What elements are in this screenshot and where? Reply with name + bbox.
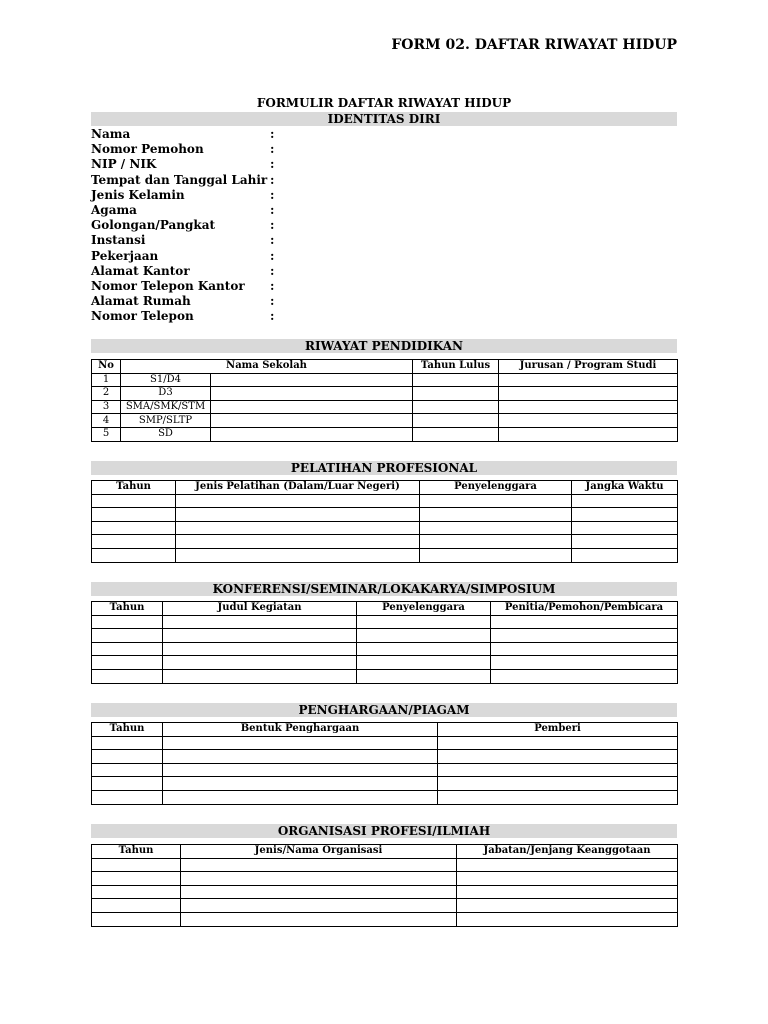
entry-cell[interactable] bbox=[163, 763, 438, 777]
entry-cell[interactable] bbox=[357, 615, 491, 629]
identity-row bbox=[91, 127, 677, 142]
field-label: Nomor Telepon bbox=[91, 309, 194, 324]
table-row bbox=[92, 790, 678, 804]
entry-cell[interactable] bbox=[457, 872, 678, 886]
identity-row bbox=[91, 264, 677, 279]
entry-cell[interactable] bbox=[176, 508, 420, 522]
conference-table bbox=[91, 601, 678, 684]
entry-cell[interactable] bbox=[92, 858, 181, 872]
entry-cell[interactable] bbox=[572, 535, 678, 549]
entry-cell[interactable] bbox=[92, 642, 163, 656]
table-row bbox=[92, 656, 678, 670]
graduation-year-cell[interactable] bbox=[413, 373, 499, 387]
field-colon: : bbox=[270, 309, 275, 324]
graduation-year-cell[interactable] bbox=[413, 414, 499, 428]
entry-cell[interactable] bbox=[92, 494, 176, 508]
entry-cell[interactable] bbox=[92, 763, 163, 777]
entry-cell[interactable] bbox=[457, 899, 678, 913]
entry-cell[interactable] bbox=[92, 777, 163, 791]
field-label: Tempat dan Tanggal Lahir bbox=[91, 172, 268, 187]
entry-cell[interactable] bbox=[357, 656, 491, 670]
column-header: Jurusan / Program Studi bbox=[499, 360, 678, 374]
table-row bbox=[92, 400, 678, 414]
identity-row bbox=[91, 203, 677, 218]
major-cell[interactable] bbox=[499, 414, 678, 428]
identity-row bbox=[91, 142, 677, 157]
entry-cell[interactable] bbox=[357, 642, 491, 656]
entry-cell[interactable] bbox=[420, 521, 572, 535]
entry-cell[interactable] bbox=[420, 548, 572, 562]
field-colon: : bbox=[270, 202, 275, 217]
training-table bbox=[91, 480, 678, 563]
field-colon: : bbox=[270, 294, 275, 309]
row-number: 3 bbox=[92, 400, 121, 414]
table-row bbox=[92, 858, 678, 872]
entry-cell[interactable] bbox=[92, 669, 163, 683]
entry-cell[interactable] bbox=[176, 494, 420, 508]
field-label: Jenis Kelamin bbox=[91, 187, 185, 202]
entry-cell[interactable] bbox=[491, 629, 678, 643]
awards-heading: PENGHARGAAN/PIAGAM bbox=[91, 703, 677, 717]
entry-cell[interactable] bbox=[438, 750, 678, 764]
major-cell[interactable] bbox=[499, 427, 678, 441]
entry-cell[interactable] bbox=[438, 777, 678, 791]
column-header: Bentuk Penghargaan bbox=[163, 723, 438, 737]
entry-cell[interactable] bbox=[491, 615, 678, 629]
row-number: 5 bbox=[92, 427, 121, 441]
row-number: 2 bbox=[92, 387, 121, 401]
identity-row bbox=[91, 233, 677, 248]
column-header: Nama Sekolah bbox=[121, 360, 413, 374]
column-header: Tahun bbox=[92, 845, 181, 859]
identity-heading: IDENTITAS DIRI bbox=[91, 112, 677, 126]
identity-row bbox=[91, 294, 677, 309]
entry-cell[interactable] bbox=[163, 656, 357, 670]
table-row bbox=[92, 535, 678, 549]
field-colon: : bbox=[270, 157, 275, 172]
field-label: Golongan/Pangkat bbox=[91, 218, 216, 233]
entry-cell[interactable] bbox=[491, 656, 678, 670]
entry-cell[interactable] bbox=[420, 508, 572, 522]
table-row bbox=[92, 521, 678, 535]
conference-heading: KONFERENSI/SEMINAR/LOKAKARYA/SIMPOSIUM bbox=[91, 582, 677, 596]
entry-cell[interactable] bbox=[92, 629, 163, 643]
column-header: Penitia/Pemohon/Pembicara bbox=[491, 602, 678, 616]
entry-cell[interactable] bbox=[163, 642, 357, 656]
entry-cell[interactable] bbox=[572, 508, 678, 522]
training-heading: PELATIHAN PROFESIONAL bbox=[91, 461, 677, 475]
entry-cell[interactable] bbox=[163, 615, 357, 629]
school-name-cell[interactable] bbox=[211, 414, 413, 428]
table-row bbox=[92, 872, 678, 886]
field-label: Nama bbox=[91, 127, 131, 141]
entry-cell[interactable] bbox=[181, 885, 457, 899]
entry-cell[interactable] bbox=[92, 615, 163, 629]
table-row bbox=[92, 615, 678, 629]
entry-cell[interactable] bbox=[357, 669, 491, 683]
field-colon: : bbox=[270, 142, 275, 157]
entry-cell[interactable] bbox=[181, 899, 457, 913]
column-header: Tahun bbox=[92, 723, 163, 737]
field-colon: : bbox=[270, 263, 275, 278]
identity-row bbox=[91, 218, 677, 233]
entry-cell[interactable] bbox=[92, 548, 176, 562]
organization-table bbox=[91, 844, 678, 927]
graduation-year-cell[interactable] bbox=[413, 400, 499, 414]
entry-cell[interactable] bbox=[92, 736, 163, 750]
table-row bbox=[92, 642, 678, 656]
table-row bbox=[92, 494, 678, 508]
table-header-row bbox=[92, 360, 678, 374]
major-cell[interactable] bbox=[499, 387, 678, 401]
entry-cell[interactable] bbox=[92, 508, 176, 522]
column-header: Tahun bbox=[92, 481, 176, 495]
field-label: Instansi bbox=[91, 233, 146, 248]
entry-cell[interactable] bbox=[92, 535, 176, 549]
table-header-row bbox=[92, 602, 678, 616]
column-header: Jabatan/Jenjang Keanggotaan bbox=[457, 845, 678, 859]
column-header: Penyelenggara bbox=[420, 481, 572, 495]
field-colon: : bbox=[270, 172, 275, 187]
field-colon: : bbox=[270, 218, 275, 233]
identity-row bbox=[91, 249, 677, 264]
entry-cell[interactable] bbox=[491, 642, 678, 656]
table-row bbox=[92, 777, 678, 791]
major-cell[interactable] bbox=[499, 400, 678, 414]
major-cell[interactable] bbox=[499, 373, 678, 387]
entry-cell[interactable] bbox=[92, 790, 163, 804]
table-row bbox=[92, 629, 678, 643]
entry-cell[interactable] bbox=[181, 912, 457, 926]
field-label: Nomor Telepon Kantor bbox=[91, 278, 245, 293]
identity-row bbox=[91, 157, 677, 172]
education-heading: RIWAYAT PENDIDIKAN bbox=[91, 339, 677, 353]
entry-cell[interactable] bbox=[420, 535, 572, 549]
form-code: FORM 02. DAFTAR RIWAYAT HIDUP bbox=[391, 37, 677, 53]
entry-cell[interactable] bbox=[92, 656, 163, 670]
table-row bbox=[92, 763, 678, 777]
entry-cell[interactable] bbox=[438, 790, 678, 804]
table-row bbox=[92, 373, 678, 387]
entry-cell[interactable] bbox=[438, 763, 678, 777]
identity-fields bbox=[91, 127, 677, 324]
entry-cell[interactable] bbox=[357, 629, 491, 643]
table-row bbox=[92, 912, 678, 926]
table-row bbox=[92, 548, 678, 562]
table-row bbox=[92, 508, 678, 522]
entry-cell[interactable] bbox=[181, 872, 457, 886]
entry-cell[interactable] bbox=[163, 750, 438, 764]
entry-cell[interactable] bbox=[181, 858, 457, 872]
school-level: SD bbox=[121, 427, 211, 441]
field-colon: : bbox=[270, 187, 275, 202]
school-name-cell[interactable] bbox=[211, 427, 413, 441]
row-number: 4 bbox=[92, 414, 121, 428]
entry-cell[interactable] bbox=[572, 521, 678, 535]
entry-cell[interactable] bbox=[457, 858, 678, 872]
entry-cell[interactable] bbox=[176, 521, 420, 535]
table-row bbox=[92, 414, 678, 428]
field-colon: : bbox=[270, 248, 275, 263]
field-label: Nomor Pemohon bbox=[91, 142, 204, 157]
entry-cell[interactable] bbox=[457, 912, 678, 926]
field-colon: : bbox=[270, 127, 275, 141]
school-level: S1/D4 bbox=[121, 373, 211, 387]
column-header: Tahun bbox=[92, 602, 163, 616]
school-level: SMP/SLTP bbox=[121, 414, 211, 428]
entry-cell[interactable] bbox=[163, 669, 357, 683]
entry-cell[interactable] bbox=[92, 899, 181, 913]
school-name-cell[interactable] bbox=[211, 400, 413, 414]
field-label: Pekerjaan bbox=[91, 248, 159, 263]
table-header-row bbox=[92, 723, 678, 737]
table-row bbox=[92, 899, 678, 913]
table-row bbox=[92, 750, 678, 764]
column-header: Judul Kegiatan bbox=[163, 602, 357, 616]
column-header: Jenis/Nama Organisasi bbox=[181, 845, 457, 859]
identity-row bbox=[91, 188, 677, 203]
education-table bbox=[91, 359, 678, 442]
form-title: FORMULIR DAFTAR RIWAYAT HIDUP bbox=[256, 96, 512, 110]
identity-row bbox=[91, 309, 677, 324]
school-name-cell[interactable] bbox=[211, 373, 413, 387]
field-label: NIP / NIK bbox=[91, 157, 157, 172]
table-row bbox=[92, 736, 678, 750]
entry-cell[interactable] bbox=[572, 548, 678, 562]
entry-cell[interactable] bbox=[92, 885, 181, 899]
field-label: Agama bbox=[91, 202, 137, 217]
table-row bbox=[92, 387, 678, 401]
column-header: Jangka Waktu bbox=[572, 481, 678, 495]
entry-cell[interactable] bbox=[163, 777, 438, 791]
entry-cell[interactable] bbox=[163, 736, 438, 750]
entry-cell[interactable] bbox=[92, 521, 176, 535]
organization-heading: ORGANISASI PROFESI/ILMIAH bbox=[91, 824, 677, 838]
entry-cell[interactable] bbox=[92, 912, 181, 926]
column-header: Tahun Lulus bbox=[413, 360, 499, 374]
table-header-row bbox=[92, 845, 678, 859]
column-header: Pemberi bbox=[438, 723, 678, 737]
field-colon: : bbox=[270, 233, 275, 248]
entry-cell[interactable] bbox=[572, 494, 678, 508]
school-level: SMA/SMK/STM bbox=[121, 400, 211, 414]
entry-cell[interactable] bbox=[163, 790, 438, 804]
identity-row bbox=[91, 173, 677, 188]
entry-cell[interactable] bbox=[176, 535, 420, 549]
graduation-year-cell[interactable] bbox=[413, 387, 499, 401]
entry-cell[interactable] bbox=[457, 885, 678, 899]
table-row bbox=[92, 427, 678, 441]
school-name-cell[interactable] bbox=[211, 387, 413, 401]
identity-row bbox=[91, 279, 677, 294]
entry-cell[interactable] bbox=[420, 494, 572, 508]
table-row bbox=[92, 885, 678, 899]
field-colon: : bbox=[270, 278, 275, 293]
field-label: Alamat Kantor bbox=[91, 263, 190, 278]
table-row bbox=[92, 669, 678, 683]
entry-cell[interactable] bbox=[163, 629, 357, 643]
school-level: D3 bbox=[121, 387, 211, 401]
column-header: No bbox=[92, 360, 121, 374]
field-label: Alamat Rumah bbox=[91, 294, 191, 309]
entry-cell[interactable] bbox=[491, 669, 678, 683]
column-header: Jenis Pelatihan (Dalam/Luar Negeri) bbox=[176, 481, 420, 495]
entry-cell[interactable] bbox=[92, 872, 181, 886]
graduation-year-cell[interactable] bbox=[413, 427, 499, 441]
entry-cell[interactable] bbox=[438, 736, 678, 750]
row-number: 1 bbox=[92, 373, 121, 387]
awards-table bbox=[91, 722, 678, 805]
table-header-row bbox=[92, 481, 678, 495]
entry-cell[interactable] bbox=[92, 750, 163, 764]
column-header: Penyelenggara bbox=[357, 602, 491, 616]
entry-cell[interactable] bbox=[176, 548, 420, 562]
